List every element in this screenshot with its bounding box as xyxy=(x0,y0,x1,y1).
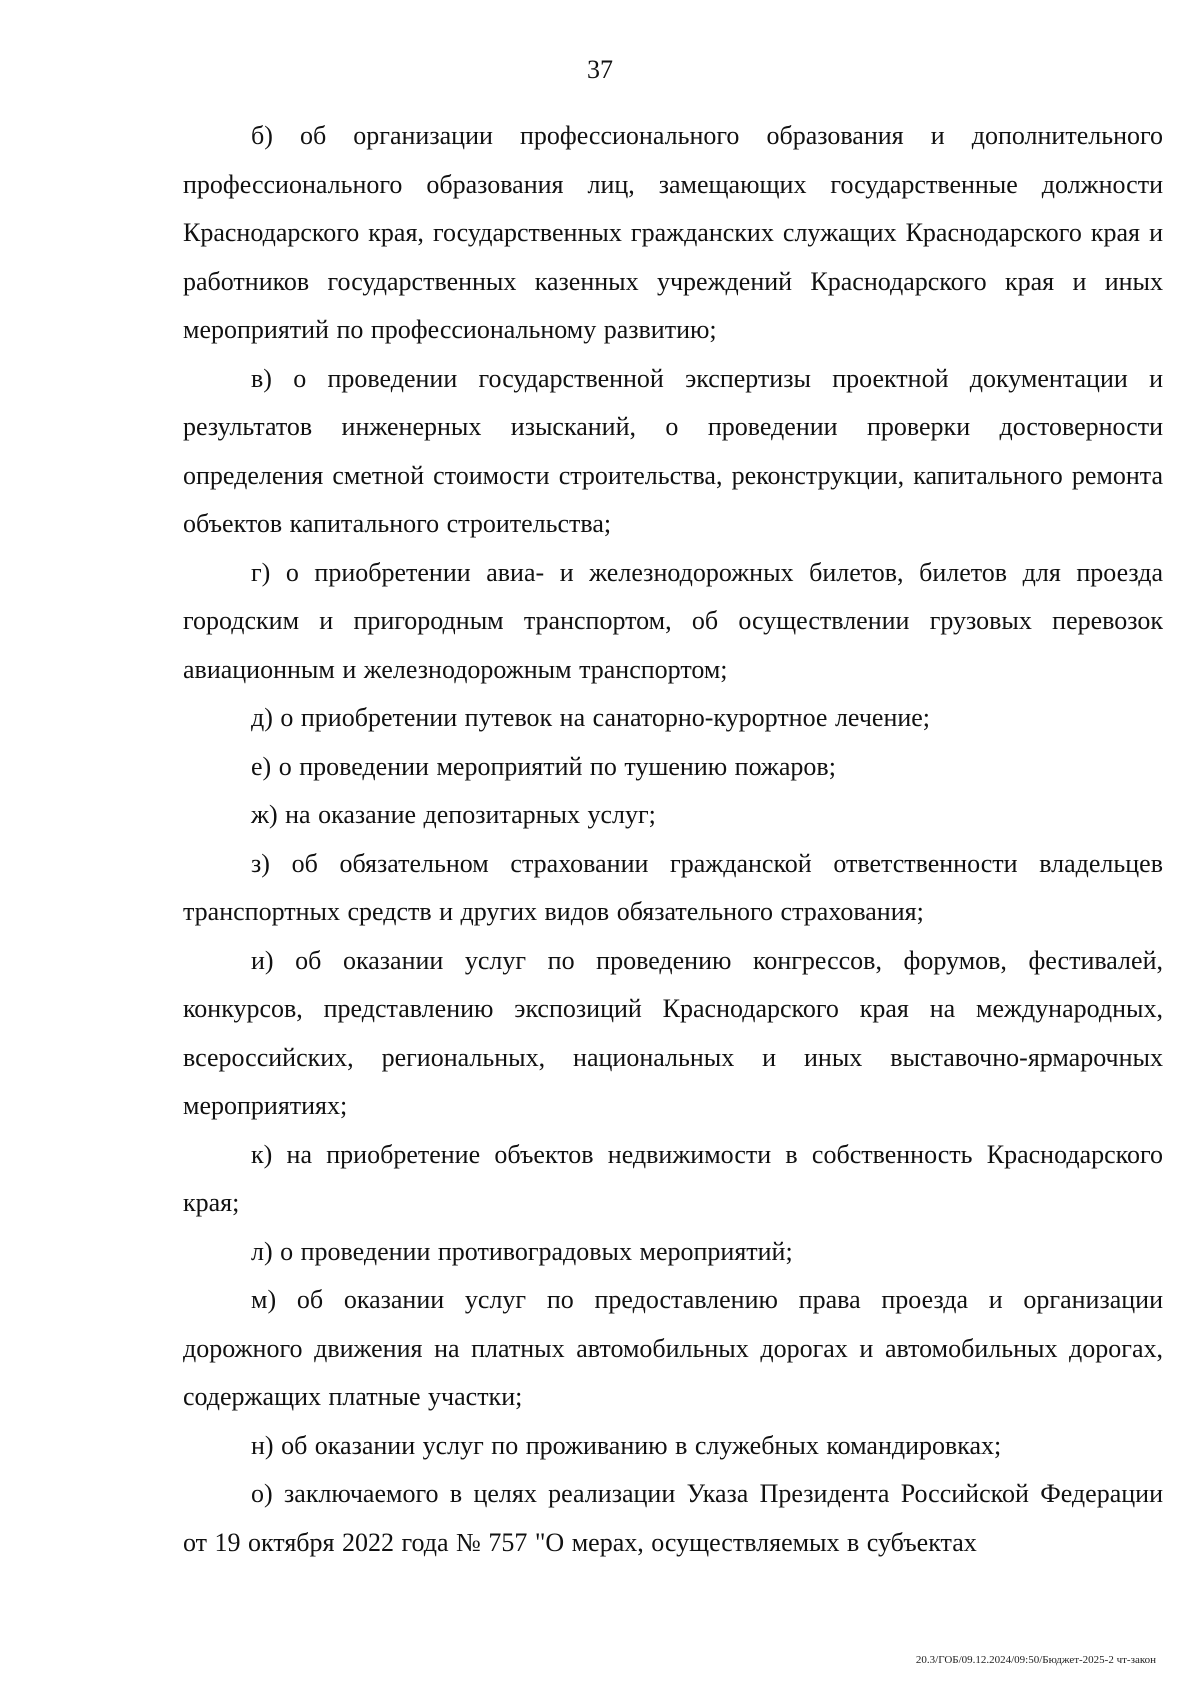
paragraph-i: и) об оказании услуг по проведению конгрессов, форумов, фестивалей, конкурсов, представлению экспозиций Краснодарского края на международных, всероссийских, региональных, национальных и иных выставочно-ярмарочных мероприятиях; xyxy=(183,945,1163,1120)
document-body xyxy=(183,112,1163,1567)
paragraph-e: е) о проведении мероприятий по тушению пожаров; xyxy=(251,751,836,781)
paragraph-zh: ж) на оказание депозитарных услуг; xyxy=(251,800,656,829)
paragraph-m: м) об оказании услуг по предоставлению права проезда и организации дорожного движения на платных автомобильных дорогах и автомобильных дорогах, содержащих платные участки; xyxy=(183,1285,1163,1411)
paragraph-o: о) заключаемого в целях реализации Указа Президента Российской Федерации от 19 октября 2022 года № 757 "О мерах, осуществляемых в субъектах xyxy=(183,1479,1163,1557)
paragraph-z: з) об обязательном страховании гражданской ответственности владельцев транспортных средств и других видов обязательного страхования; xyxy=(183,848,1163,926)
paragraph-g: г) о приобретении авиа- и железнодорожных билетов, билетов для проезда городским и пригородным транспортом, об осуществлении грузовых перевозок авиационным и железнодорожным транспортом; xyxy=(183,557,1163,684)
page-number: 37 xyxy=(587,55,613,84)
paragraph-b: б) об организации профессионального образования и дополнительного профессионального образования лиц, замещающих государственные должности Краснодарского края, государственных гражданских служащих Краснодарского края и работников государственных казенных учреждений Краснодарского края и иных мероприятий по профессиональному развитию; xyxy=(183,121,1163,344)
paragraph-n: н) об оказании услуг по проживанию в служебных командировках; xyxy=(251,1430,1002,1460)
document-footer-code: 20.3/ГОБ/09.12.2024/09:50/Бюджет-2025-2 чт-закон xyxy=(915,1654,1156,1666)
paragraph-l: л) о проведении противоградовых мероприятий; xyxy=(251,1236,793,1266)
paragraph-v: в) о проведении государственной экспертизы проектной документации и результатов инженерных изысканий, о проведении проверки достоверности определения сметной стоимости строительства, реконструкции, капитального ремонта объектов капитального строительства; xyxy=(183,363,1163,538)
paragraph-d: д) о приобретении путевок на санаторно-курортное лечение; xyxy=(251,703,931,732)
paragraph-k: к) на приобретение объектов недвижимости в собственность Краснодарского края; xyxy=(183,1139,1163,1217)
